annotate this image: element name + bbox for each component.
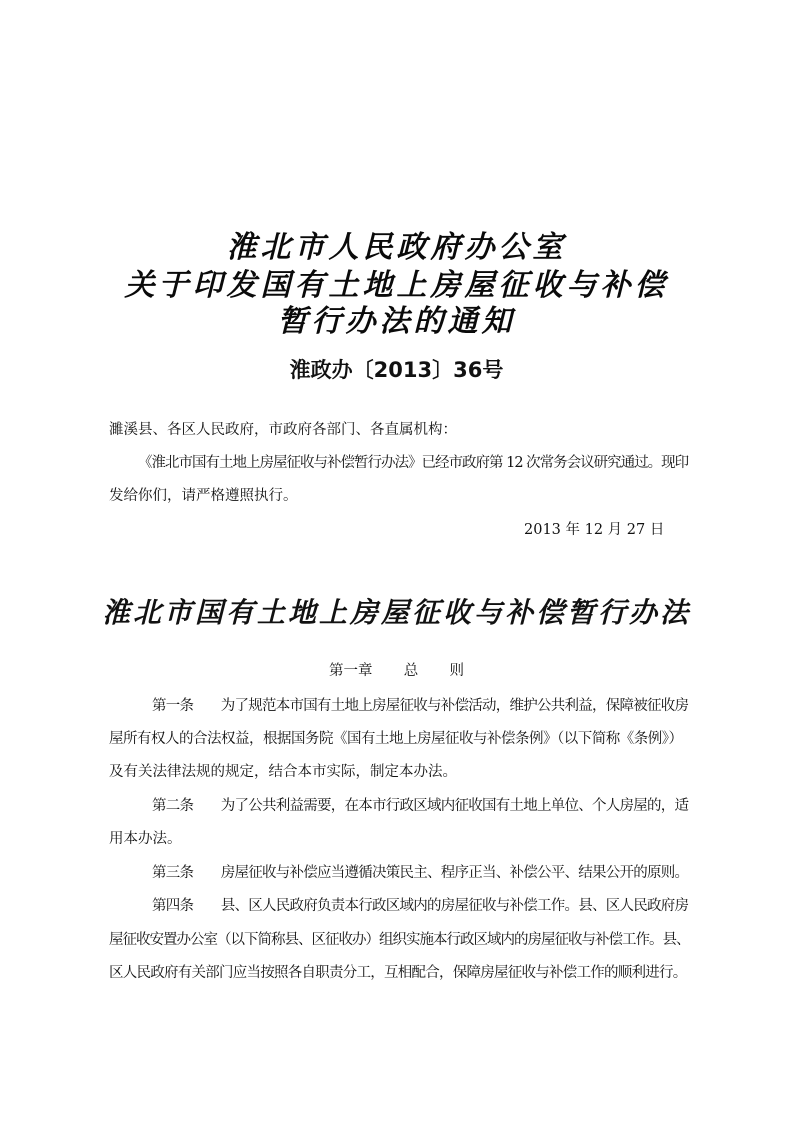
article-4-line-1: 第四条 县、区人民政府负责本行政区域内的房屋征收与补偿工作。县、区人民政府房	[152, 898, 689, 914]
article-4-line-3: 区人民政府有关部门应当按照各自职责分工，互相配合，保障房屋征收与补偿工作的顺利进行。	[109, 965, 687, 981]
article-4-line-2: 屋征收安置办公室（以下简称县、区征收办）组织实施本行政区域内的房屋征收与补偿工作。县、	[109, 932, 690, 948]
notice-title-line-3: 暂行办法的通知	[277, 304, 516, 339]
article-1-line-2: 屋所有权人的合法权益，根据国务院《国有土地上房屋征收与补偿条例》（以下简称《条例》）	[109, 731, 683, 747]
article-2-line-2: 用本办法。	[109, 831, 182, 847]
chapter-number: 第一章	[329, 663, 373, 679]
article-1-line-3: 及有关法律法规的规定，结合本市实际，制定本办法。	[109, 764, 457, 780]
notice-date: 2013 年 12 月 27 日	[524, 522, 665, 538]
article-2-line-1: 第二条 为了公共利益需要，在本市行政区域内征收国有土地上单位、个人房屋的，适	[152, 798, 689, 814]
recipients-line: 濉溪县、各区人民政府，市政府各部门、各直属机构：	[109, 422, 457, 438]
chapter-name-char-2: 则	[449, 663, 464, 679]
document-number: 淮政办〔2013〕36号	[289, 358, 504, 382]
chapter-name-char-1: 总	[403, 663, 419, 679]
notice-body-line-2: 发给你们，请严格遵照执行。	[109, 488, 298, 504]
notice-title-line-2: 关于印发国有土地上房屋征收与补偿	[124, 268, 669, 303]
article-1-line-1: 第一条 为了规范本市国有土地上房屋征收与补偿活动，维护公共利益，保障被征收房	[152, 698, 689, 714]
notice-body-line-1: 《淮北市国有土地上房屋征收与补偿暂行办法》已经市政府第 12 次常务会议研究通过。现印	[138, 455, 689, 471]
chapter-heading	[0, 661, 793, 681]
regulation-title: 淮北市国有土地上房屋征收与补偿暂行办法	[101, 596, 691, 629]
article-3-line-1: 第三条 房屋征收与补偿应当遵循决策民主、程序正当、补偿公平、结果公开的原则。	[152, 865, 689, 881]
notice-title-line-1: 淮北市人民政府办公室	[226, 230, 567, 265]
